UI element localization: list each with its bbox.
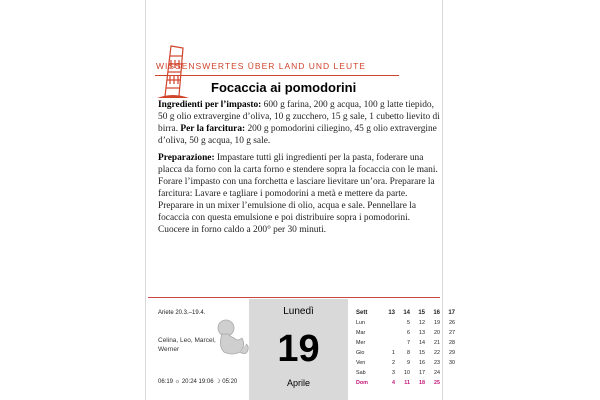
calendar-row-sunday xyxy=(354,378,455,388)
topping-text: 200 g pomodorini ciliegino, 45 g olio extravergine d’oliva, 50 g acqua, 10 g sale. xyxy=(158,124,437,146)
recipe-title: Focaccia ai pomodorini xyxy=(211,80,357,95)
calendar-day: 7 xyxy=(407,340,410,346)
calendar-day: 23 xyxy=(434,360,440,366)
calendar-day: 29 xyxy=(449,350,455,356)
weekday-label: Lunedì xyxy=(283,306,314,317)
calendar-day: 25 xyxy=(434,380,440,386)
preparation-label: Preparazione: xyxy=(158,153,215,163)
calendar-day: 9 xyxy=(407,360,410,366)
calendar-day: 17 xyxy=(419,370,425,376)
calendar-day: 12 xyxy=(419,320,425,326)
ingredients-paragraph xyxy=(158,99,440,147)
week-number: 14 xyxy=(403,310,410,316)
preparation-text: Impastare tutti gli ingredienti per la pasta, foderare una placca da forno con la carta forno e stendere sopra la focaccia con le mani. Forare l’impasto con una forchetta e lasciare lievitare un’ora. Preparare la farcitura: Lavare e tagliare i pomodorini a metà e mettere da parte. Preparare in un mixer l’emulsione di olio, acqua e sale. Pennellare la focaccia con questa emulsione e poi distribuire sopra i pomodorini. Cuocere in forno caldo a 200° per 30 minuti. xyxy=(158,153,438,235)
weekday-abbrev: Dom xyxy=(356,380,368,386)
calendar-day: 14 xyxy=(419,340,425,346)
calendar-row xyxy=(354,338,455,348)
calendar-day: 27 xyxy=(449,330,455,336)
week-header-label: Sett xyxy=(356,310,368,316)
calendar-day: 5 xyxy=(407,320,410,326)
recipe-body xyxy=(158,99,440,241)
section-title: WISSENSWERTES ÜBER LAND UND LEUTE xyxy=(156,61,366,71)
calendar-day: 11 xyxy=(404,380,410,386)
sunrise-moonrise-times: 06:19 ☼ 20:24 19:06 ☽ 05:20 xyxy=(158,379,238,385)
calendar-day: 10 xyxy=(404,370,410,376)
ingredients-label: Ingredienti per l’impasto: xyxy=(158,100,262,110)
name-days: Celina, Leo, Marcel, Werner xyxy=(158,337,216,353)
calendar-day xyxy=(380,338,395,348)
calendar-row xyxy=(354,368,455,378)
calendar-day xyxy=(440,378,455,388)
calendar-day: 2 xyxy=(392,360,395,366)
section-divider xyxy=(155,75,399,76)
calendar-day: 18 xyxy=(419,380,425,386)
calendar-day: 24 xyxy=(434,370,440,376)
calendar-row xyxy=(354,358,455,368)
calendar-day: 21 xyxy=(434,340,440,346)
calendar-day: 16 xyxy=(419,360,425,366)
calendar-day: 3 xyxy=(392,370,395,376)
leo-lion-icon xyxy=(212,318,250,360)
week-number: 13 xyxy=(388,310,395,316)
weekday-abbrev: Gio xyxy=(356,350,365,356)
calendar-day: 19 xyxy=(434,320,440,326)
calendar-day: 1 xyxy=(392,350,395,356)
calendar-row xyxy=(354,348,455,358)
calendar-row xyxy=(354,318,455,328)
calendar-day: 22 xyxy=(434,350,440,356)
calendar-day: 26 xyxy=(449,320,455,326)
calendar-day: 30 xyxy=(449,360,455,366)
week-number: 15 xyxy=(418,310,425,316)
calendar-day: 6 xyxy=(407,330,410,336)
week-number: 16 xyxy=(433,310,440,316)
calendar-week-header xyxy=(354,308,455,318)
calendar-day xyxy=(380,328,395,338)
calendar-day: 4 xyxy=(392,380,395,386)
month-label: Aprile xyxy=(286,378,310,388)
weekday-abbrev: Mer xyxy=(356,340,366,346)
week-number: 17 xyxy=(448,310,455,316)
calendar-day: 20 xyxy=(434,330,440,336)
calendar-day xyxy=(440,368,455,378)
zodiac-sign: Ariete 20.3.–19.4. xyxy=(158,310,206,316)
weekday-abbrev: Ven xyxy=(356,360,366,366)
weekday-abbrev: Mar xyxy=(356,330,366,336)
calendar-row xyxy=(354,328,455,338)
calendar-day: 13 xyxy=(419,330,425,336)
weekday-abbrev: Sab xyxy=(356,370,366,376)
calendar-day: 28 xyxy=(449,340,455,346)
calendar-day: 15 xyxy=(419,350,425,356)
calendar-day xyxy=(380,318,395,328)
weekday-abbrev: Lun xyxy=(356,320,365,326)
calendar-day: 8 xyxy=(407,350,410,356)
preparation-paragraph xyxy=(158,152,440,236)
ingredients-text: 600 g farina, 200 g acqua, 100 g latte tiepido, 50 g olio extravergine d’oliva, 10 g zucchero, 15 g sale, 1 cubetto lievito di birra. xyxy=(158,100,440,134)
date-box xyxy=(249,299,348,400)
mini-calendar xyxy=(354,308,455,388)
topping-label: Per la farcitura: xyxy=(180,124,246,134)
day-number: 19 xyxy=(277,328,320,370)
footer-divider xyxy=(148,297,440,298)
